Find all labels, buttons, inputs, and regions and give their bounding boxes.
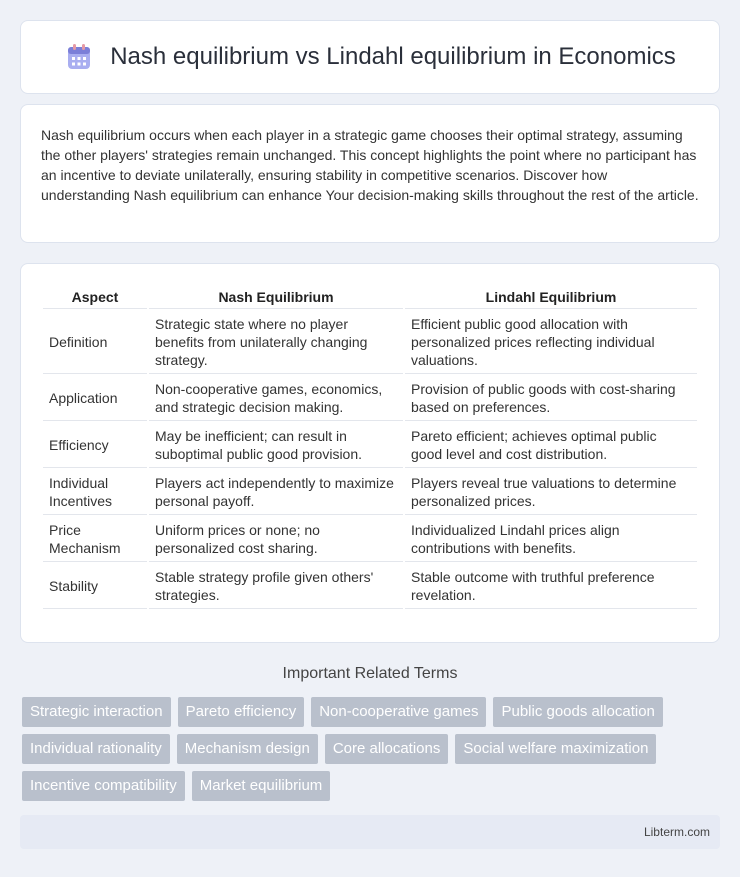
table-row — [43, 564, 697, 609]
comparison-table-card — [20, 263, 720, 643]
table-row — [43, 311, 697, 374]
row-nash-cell: Strategic state where no player benefits from unilaterally changing strategy. — [149, 311, 403, 374]
row-aspect: Stability — [43, 564, 147, 609]
row-nash-cell: May be inefficient; can result in suboptimal public good provision. — [149, 423, 403, 468]
column-header-lindahl: Lindahl Equilibrium — [405, 286, 697, 309]
row-nash-cell: Uniform prices or none; no personalized cost sharing. — [149, 517, 403, 562]
row-lindahl-cell: Individualized Lindahl prices align contributions with benefits. — [405, 517, 697, 562]
footer-site-link[interactable]: Libterm.com — [643, 825, 710, 839]
row-lindahl-cell: Efficient public good allocation with personalized prices reflecting individual valuations. — [405, 311, 697, 374]
row-lindahl-cell: Pareto efficient; achieves optimal public good level and cost distribution. — [405, 423, 697, 468]
calendar-grid-icon — [64, 42, 94, 72]
related-terms-title: Important Related Terms — [282, 665, 458, 682]
row-aspect: Individual Incentives — [43, 470, 147, 515]
table-header-row — [43, 286, 697, 309]
row-nash-cell: Stable strategy profile given others' strategies. — [149, 564, 403, 609]
column-header-nash: Nash Equilibrium — [149, 286, 403, 309]
row-lindahl-cell: Stable outcome with truthful preference revelation. — [405, 564, 697, 609]
comparison-table — [41, 284, 699, 611]
related-term-tag[interactable]: Non-cooperative games — [311, 697, 486, 727]
table-row — [43, 470, 697, 515]
related-term-tag[interactable]: Pareto efficiency — [178, 697, 305, 727]
related-term-tag[interactable]: Strategic interaction — [22, 697, 171, 727]
row-aspect: Price Mechanism — [43, 517, 147, 562]
related-term-tag[interactable]: Mechanism design — [177, 734, 318, 764]
related-term-tag[interactable]: Core allocations — [325, 734, 449, 764]
intro-section — [20, 104, 720, 243]
row-aspect: Efficiency — [43, 423, 147, 468]
intro-text: Nash equilibrium occurs when each player in a strategic game chooses their optimal strategy, assuming the other players' strategies remain unchanged. This concept highlights the point where no participant has an incentive to deviate unilaterally, ensuring stability in competitive scenarios. Discover how understanding Nash equilibrium can enhance Your decision-making skills throughout the rest of the article. — [41, 127, 699, 203]
related-terms-section — [0, 665, 740, 801]
row-lindahl-cell: Provision of public goods with cost-sharing based on preferences. — [405, 376, 697, 421]
row-lindahl-cell: Players reveal true valuations to determine personalized prices. — [405, 470, 697, 515]
row-aspect: Definition — [43, 311, 147, 374]
table-row — [43, 376, 697, 421]
related-term-tag[interactable]: Individual rationality — [22, 734, 170, 764]
row-aspect: Application — [43, 376, 147, 421]
page-footer — [20, 815, 720, 849]
row-nash-cell: Non-cooperative games, economics, and strategic decision making. — [149, 376, 403, 421]
row-nash-cell: Players act independently to maximize personal payoff. — [149, 470, 403, 515]
related-term-tag[interactable]: Social welfare maximization — [455, 734, 656, 764]
related-term-tag[interactable]: Public goods allocation — [493, 697, 662, 727]
related-term-tag[interactable]: Market equilibrium — [192, 771, 331, 801]
column-header-aspect: Aspect — [43, 286, 147, 309]
page-header — [20, 20, 720, 94]
related-terms-tags — [0, 697, 740, 801]
table-row — [43, 517, 697, 562]
table-row — [43, 423, 697, 468]
page-title: Nash equilibrium vs Lindahl equilibrium in Economics — [110, 43, 676, 70]
related-term-tag[interactable]: Incentive compatibility — [22, 771, 185, 801]
